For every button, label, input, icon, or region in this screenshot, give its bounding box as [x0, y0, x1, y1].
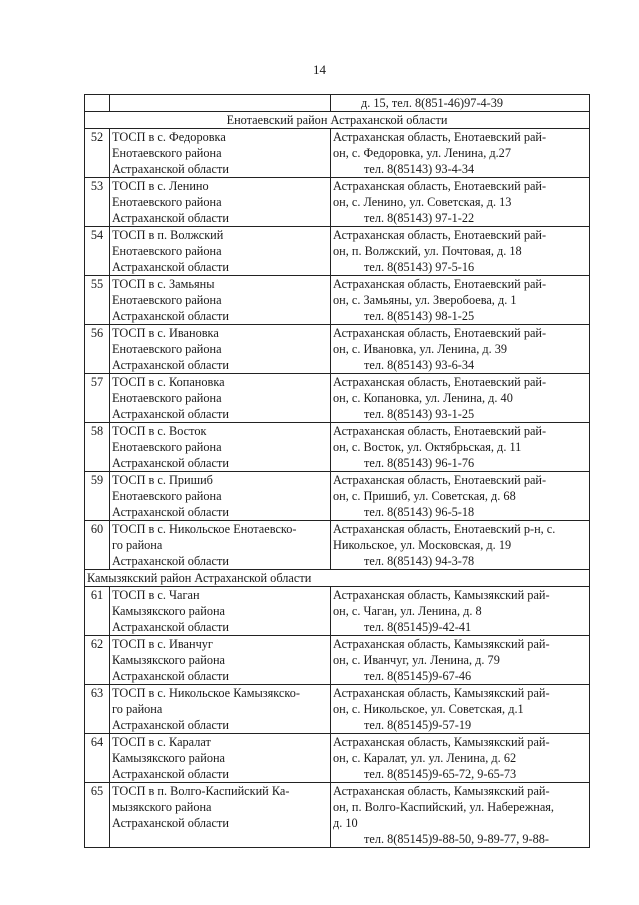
- continuation-num-cell: [85, 95, 110, 112]
- office-name-cell: [110, 472, 331, 521]
- address-line: Астраханская область, Енотаевский рай-: [333, 228, 547, 242]
- district-header-row: [85, 570, 590, 587]
- row-number: 59: [85, 472, 110, 521]
- address-line: он, с. Копановка, ул. Ленина, д. 40: [333, 391, 513, 405]
- office-address-cell: [331, 129, 590, 178]
- row-number: 54: [85, 227, 110, 276]
- table-row: [85, 734, 590, 783]
- office-name-line: ТОСП в п. Волго-Каспийский Ка-: [112, 784, 290, 798]
- phone-number: тел. 8(85143) 93-4-34: [364, 162, 475, 176]
- office-name-line: Астраханской области: [112, 816, 229, 830]
- offices-table: [84, 94, 590, 848]
- office-name-line: Астраханской области: [112, 456, 229, 470]
- office-name-line: ТОСП в с. Пришиб: [112, 473, 213, 487]
- address-line: Астраханская область, Камызякский рай-: [333, 637, 550, 651]
- office-address-cell: [331, 521, 590, 570]
- phone-number: тел. 8(85145)9-67-46: [364, 669, 472, 683]
- phone-number: тел. 8(85143) 93-1-25: [364, 407, 475, 421]
- office-name-line: ТОСП в с. Замьяны: [112, 277, 215, 291]
- table-row: [85, 227, 590, 276]
- address-line: он, с. Каралат, ул. ул. Ленина, д. 62: [333, 751, 517, 765]
- office-name-line: ТОСП в с. Каралат: [112, 735, 211, 749]
- office-name-cell: [110, 129, 331, 178]
- office-name-line: Астраханской области: [112, 669, 229, 683]
- table-row: [85, 276, 590, 325]
- address-line: Астраханская область, Енотаевский рай-: [333, 277, 547, 291]
- office-name-line: ТОСП в с. Ивановка: [112, 326, 219, 340]
- office-name-cell: [110, 783, 331, 848]
- office-name-line: Енотаевского района: [112, 342, 222, 356]
- office-address-cell: [331, 423, 590, 472]
- office-name-line: го района: [112, 702, 163, 716]
- office-name-line: ТОСП в с. Никольское Камызякско-: [112, 686, 300, 700]
- phone-number: тел. 8(85143) 98-1-25: [364, 309, 475, 323]
- table-row: [85, 129, 590, 178]
- office-name-line: ТОСП в с. Федоровка: [112, 130, 226, 144]
- address-line: он, с. Чаган, ул. Ленина, д. 8: [333, 604, 482, 618]
- office-name-line: Астраханской области: [112, 505, 229, 519]
- office-name-line: Енотаевского района: [112, 195, 222, 209]
- district-header: Енотаевский район Астраханской области: [85, 112, 590, 129]
- continuation-name-cell: [110, 95, 331, 112]
- office-name-line: Енотаевского района: [112, 244, 222, 258]
- office-name-line: Камызякского района: [112, 751, 226, 765]
- row-number: 53: [85, 178, 110, 227]
- row-number: 55: [85, 276, 110, 325]
- office-name-cell: [110, 325, 331, 374]
- office-name-line: Астраханской области: [112, 211, 229, 225]
- office-address-cell: [331, 227, 590, 276]
- office-name-line: Камызякского района: [112, 653, 226, 667]
- office-name-line: ТОСП в с. Иванчуг: [112, 637, 213, 651]
- office-address-cell: [331, 374, 590, 423]
- office-name-line: Астраханской области: [112, 260, 229, 274]
- phone-number: тел. 8(85145)9-57-19: [364, 718, 472, 732]
- office-name-line: ТОСП в с. Чаган: [112, 588, 200, 602]
- phone-number: тел. 8(85143) 93-6-34: [364, 358, 475, 372]
- office-name-cell: [110, 587, 331, 636]
- row-number: 61: [85, 587, 110, 636]
- address-line: Астраханская область, Енотаевский рай-: [333, 130, 547, 144]
- office-name-cell: [110, 227, 331, 276]
- office-address-cell: [331, 685, 590, 734]
- office-name-line: Астраханской области: [112, 718, 229, 732]
- phone-number: тел. 8(85145)9-42-41: [364, 620, 472, 634]
- office-address-cell: [331, 325, 590, 374]
- address-line: Астраханская область, Енотаевский р-н, с.: [333, 522, 556, 536]
- office-name-line: ТОСП в с. Никольское Енотаевско-: [112, 522, 297, 536]
- office-name-cell: [110, 636, 331, 685]
- office-name-line: Камызякского района: [112, 604, 226, 618]
- office-name-line: Енотаевского района: [112, 440, 222, 454]
- office-address-cell: [331, 636, 590, 685]
- row-number: 64: [85, 734, 110, 783]
- row-number: 60: [85, 521, 110, 570]
- table-row: [85, 423, 590, 472]
- district-header: Камызякский район Астраханской области: [85, 570, 590, 587]
- office-name-line: Енотаевского района: [112, 146, 222, 160]
- office-name-line: Астраханской области: [112, 407, 229, 421]
- office-name-cell: [110, 423, 331, 472]
- office-name-line: Астраханской области: [112, 767, 229, 781]
- office-name-cell: [110, 521, 331, 570]
- phone-number: тел. 8(85143) 97-5-16: [364, 260, 475, 274]
- address-line: Астраханская область, Камызякский рай-: [333, 686, 550, 700]
- phone-number: тел. 8(85143) 96-1-76: [364, 456, 475, 470]
- table-row: [85, 521, 590, 570]
- address-line: он, п. Волго-Каспийский, ул. Набережная,: [333, 800, 555, 814]
- district-header-row: [85, 112, 590, 129]
- row-number: 63: [85, 685, 110, 734]
- office-name-line: Енотаевского района: [112, 391, 222, 405]
- address-line: Астраханская область, Енотаевский рай-: [333, 326, 547, 340]
- table-row: [85, 636, 590, 685]
- continuation-row: [85, 95, 590, 112]
- office-name-line: ТОСП в с. Ленино: [112, 179, 209, 193]
- office-name-line: Астраханской области: [112, 554, 229, 568]
- row-number: 57: [85, 374, 110, 423]
- office-name-line: ТОСП в п. Волжский: [112, 228, 224, 242]
- office-name-cell: [110, 276, 331, 325]
- row-number: 56: [85, 325, 110, 374]
- office-name-line: ТОСП в с. Копановка: [112, 375, 225, 389]
- address-line: Астраханская область, Камызякский рай-: [333, 784, 550, 798]
- address-line: он, с. Иванчуг, ул. Ленина, д. 79: [333, 653, 500, 667]
- table-row: [85, 374, 590, 423]
- address-line: он, с. Замьяны, ул. Зверобоева, д. 1: [333, 293, 517, 307]
- row-number: 58: [85, 423, 110, 472]
- address-line: Астраханская область, Енотаевский рай-: [333, 179, 547, 193]
- address-line: д. 10: [333, 816, 358, 830]
- office-name-line: Енотаевского района: [112, 489, 222, 503]
- row-number: 65: [85, 783, 110, 848]
- address-line: он, с. Федоровка, ул. Ленина, д.27: [333, 146, 511, 160]
- address-line: Астраханская область, Енотаевский рай-: [333, 375, 547, 389]
- office-name-line: го района: [112, 538, 163, 552]
- address-line: он, с. Ивановка, ул. Ленина, д. 39: [333, 342, 508, 356]
- address-line: Астраханская область, Камызякский рай-: [333, 735, 550, 749]
- office-address-cell: [331, 783, 590, 848]
- address-line: Никольское, ул. Московская, д. 19: [333, 538, 512, 552]
- office-name-line: мызякского района: [112, 800, 212, 814]
- offices-table-body: [85, 95, 590, 848]
- office-name-cell: [110, 685, 331, 734]
- phone-number: тел. 8(85145)9-88-50, 9-89-77, 9-88-: [364, 832, 549, 846]
- phone-number: тел. 8(85143) 94-3-78: [364, 554, 475, 568]
- address-line: Астраханская область, Енотаевский рай-: [333, 424, 547, 438]
- address-line: он, с. Восток, ул. Октябрьская, д. 11: [333, 440, 522, 454]
- office-name-line: Астраханской области: [112, 620, 229, 634]
- office-address-cell: [331, 587, 590, 636]
- address-line: Астраханская область, Енотаевский рай-: [333, 473, 547, 487]
- address-line: Астраханская область, Камызякский рай-: [333, 588, 550, 602]
- office-name-cell: [110, 734, 331, 783]
- table-row: [85, 325, 590, 374]
- office-name-line: Астраханской области: [112, 358, 229, 372]
- office-name-cell: [110, 374, 331, 423]
- continuation-address: д. 15, тел. 8(851-46)97-4-39: [331, 95, 590, 112]
- row-number: 52: [85, 129, 110, 178]
- page-number: 14: [313, 62, 326, 77]
- office-address-cell: [331, 734, 590, 783]
- address-line: он, с. Никольское, ул. Советская, д.1: [333, 702, 524, 716]
- phone-number: тел. 8(85143) 97-1-22: [364, 211, 475, 225]
- phone-number: тел. 8(85145)9-65-72, 9-65-73: [364, 767, 517, 781]
- table-row: [85, 472, 590, 521]
- office-name-line: Астраханской области: [112, 309, 229, 323]
- table-row: [85, 178, 590, 227]
- table-row: [85, 587, 590, 636]
- office-address-cell: [331, 178, 590, 227]
- office-name-line: ТОСП в с. Восток: [112, 424, 207, 438]
- office-name-line: Астраханской области: [112, 162, 229, 176]
- address-line: он, с. Пришиб, ул. Советская, д. 68: [333, 489, 516, 503]
- row-number: 62: [85, 636, 110, 685]
- office-name-cell: [110, 178, 331, 227]
- address-line: он, с. Ленино, ул. Советская, д. 13: [333, 195, 512, 209]
- office-address-cell: [331, 472, 590, 521]
- phone-number: тел. 8(85143) 96-5-18: [364, 505, 475, 519]
- office-name-line: Енотаевского района: [112, 293, 222, 307]
- office-address-cell: [331, 276, 590, 325]
- table-row: [85, 685, 590, 734]
- table-row: [85, 783, 590, 848]
- address-line: он, п. Волжский, ул. Почтовая, д. 18: [333, 244, 522, 258]
